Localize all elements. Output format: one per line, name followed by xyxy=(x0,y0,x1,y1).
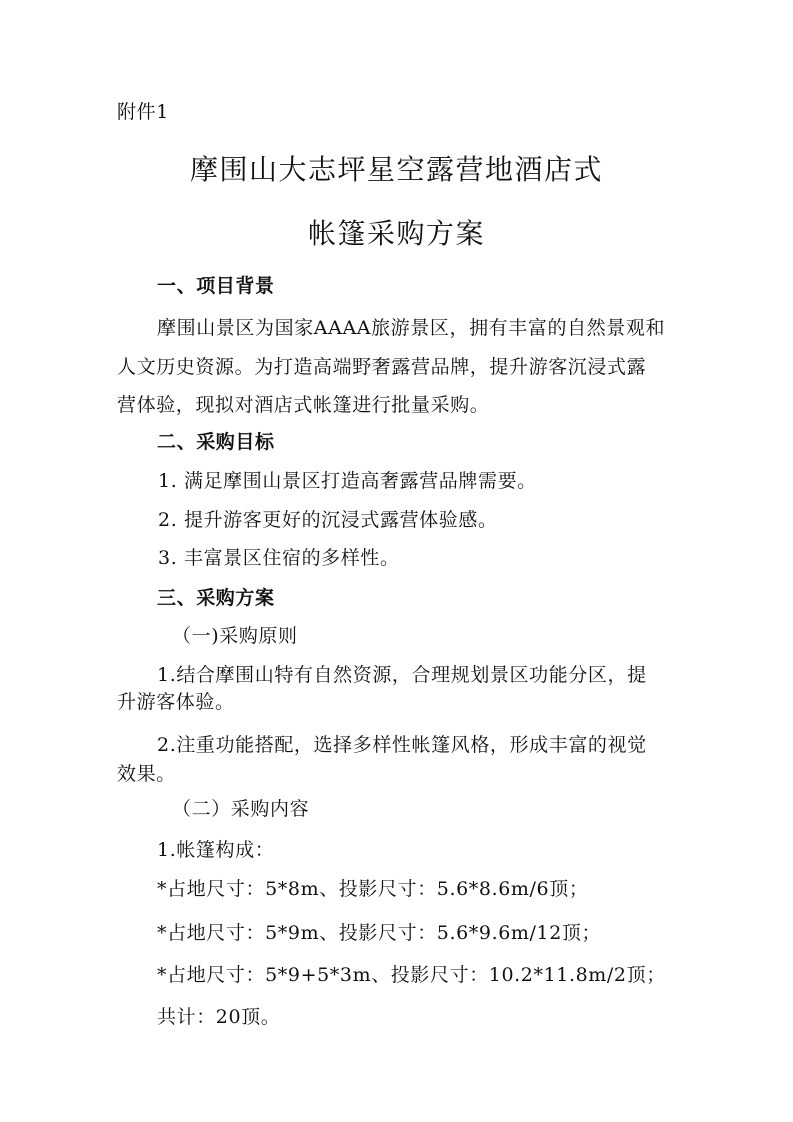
document-title-line-2: 帐篷采购方案 xyxy=(307,217,485,250)
tent-spec-line-3: *占地尺寸：5*9+5*3m、投影尺寸：10.2*11.8m/2顶； xyxy=(157,964,666,986)
section-1-paragraph-line-2: 人文历史资源。为打造高端野奢露营品牌，提升游客沉浸式露 xyxy=(117,356,647,378)
section-2-item-1: 1. 满足摩围山景区打造高奢露营品牌需要。 xyxy=(158,470,537,492)
attachment-label: 附件1 xyxy=(117,101,169,123)
subsection-1-heading: （一)采购原则 xyxy=(172,625,298,647)
section-1-paragraph-line-1: 摩围山景区为国家AAAA旅游景区，拥有丰富的自然景观和 xyxy=(157,317,666,339)
tent-spec-line-1: *占地尺寸：5*8m、投影尺寸：5.6*8.6m/6顶； xyxy=(157,878,589,900)
tent-spec-line-2: *占地尺寸：5*9m、投影尺寸：5.6*9.6m/12顶； xyxy=(157,922,602,944)
section-2-heading: 二、采购目标 xyxy=(157,431,275,453)
section-2-item-3: 3. 丰富景区住宿的多样性。 xyxy=(158,547,400,569)
section-1-paragraph-line-3: 营体验，现拟对酒店式帐篷进行批量采购。 xyxy=(117,394,490,416)
section-1-heading: 一、项目背景 xyxy=(157,275,275,297)
document-title-line-1: 摩围山大志坪星空露营地酒店式 xyxy=(189,153,603,186)
tent-composition-label: 1.帐篷构成： xyxy=(157,839,275,861)
subsection-2-heading: （二）采购内容 xyxy=(172,798,310,820)
subsection-1-paragraph-1-line-2: 升游客体验。 xyxy=(117,691,235,713)
subsection-1-paragraph-2-line-1: 2.注重功能搭配，选择多样性帐篷风格，形成丰富的视觉 xyxy=(157,734,647,756)
section-3-heading: 三、采购方案 xyxy=(157,587,275,609)
subsection-1-paragraph-1-line-1: 1.结合摩围山特有自然资源，合理规划景区功能分区，提 xyxy=(157,664,647,686)
subsection-1-paragraph-2-line-2: 效果。 xyxy=(117,763,176,785)
tent-total-line: 共计：20顶。 xyxy=(157,1006,281,1028)
section-2-item-2: 2. 提升游客更好的沉浸式露营体验感。 xyxy=(158,509,498,531)
